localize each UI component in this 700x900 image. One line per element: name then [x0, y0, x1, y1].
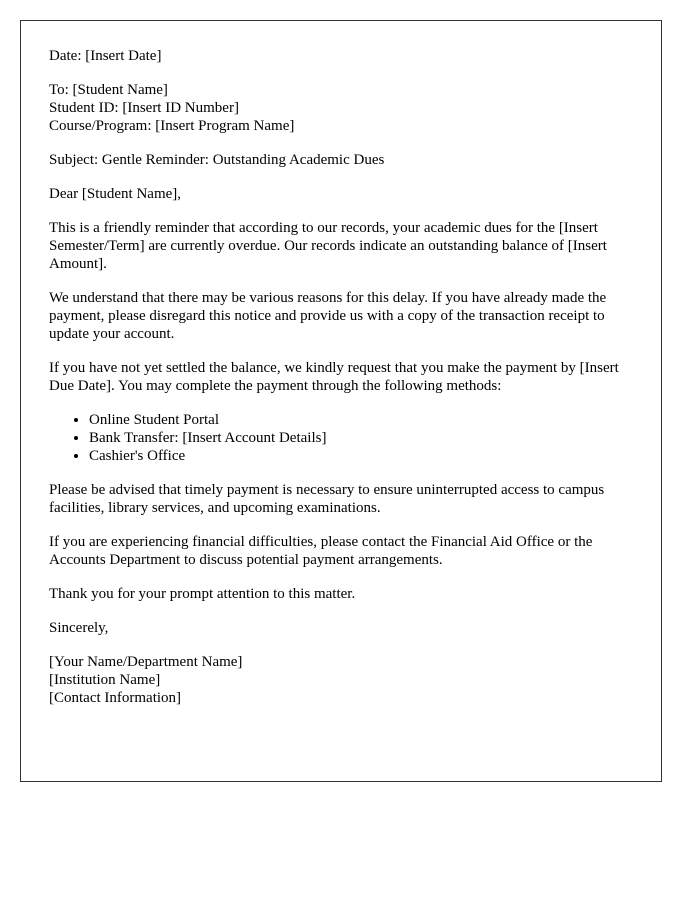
list-item: • Bank Transfer: [Insert Account Details]: [89, 429, 633, 447]
signoff: Sincerely,: [49, 620, 109, 636]
signature-block: [49, 653, 633, 707]
salutation: Dear [Student Name],: [49, 186, 182, 202]
student-id: Student ID: [Insert ID Number]: [49, 100, 239, 116]
body-paragraph: If you have not yet settled the balance, we kindly request that you make the payment by [Insert Due Date]. You may complete the payment through the following methods:: [49, 360, 619, 394]
institution-name: [Institution Name]: [49, 672, 161, 688]
recipient-name: To: [Student Name]: [49, 82, 168, 98]
body-paragraph: We understand that there may be various reasons for this delay. If you have already made the payment, please disregard this notice and provide us with a copy of the transaction receipt to update your account.: [49, 290, 607, 342]
sender-name: [Your Name/Department Name]: [49, 654, 243, 670]
list-item: • Cashier's Office: [89, 447, 633, 465]
contact-info: [Contact Information]: [49, 690, 182, 706]
recipient-block: [49, 81, 633, 135]
body-paragraph: Thank you for your prompt attention to this matter.: [49, 586, 356, 602]
body-paragraph: Please be advised that timely payment is necessary to ensure uninterrupted access to campus facilities, library services, and upcoming examinations.: [49, 482, 605, 516]
payment-methods-list: [49, 411, 633, 465]
body-paragraph: If you are experiencing financial difficulties, please contact the Financial Aid Office or the Accounts Department to discuss potential payment arrangements.: [49, 534, 593, 568]
subject-line: Subject: Gentle Reminder: Outstanding Academic Dues: [49, 152, 385, 168]
body-paragraph: This is a friendly reminder that according to our records, your academic dues for the [Insert Semester/Term] are currently overdue. Our records indicate an outstanding balance of [Insert Amount].: [49, 220, 607, 272]
course-program: Course/Program: [Insert Program Name]: [49, 118, 295, 134]
letter: [20, 20, 662, 782]
list-item: • Online Student Portal: [89, 411, 633, 429]
date-line: Date: [Insert Date]: [49, 48, 162, 64]
